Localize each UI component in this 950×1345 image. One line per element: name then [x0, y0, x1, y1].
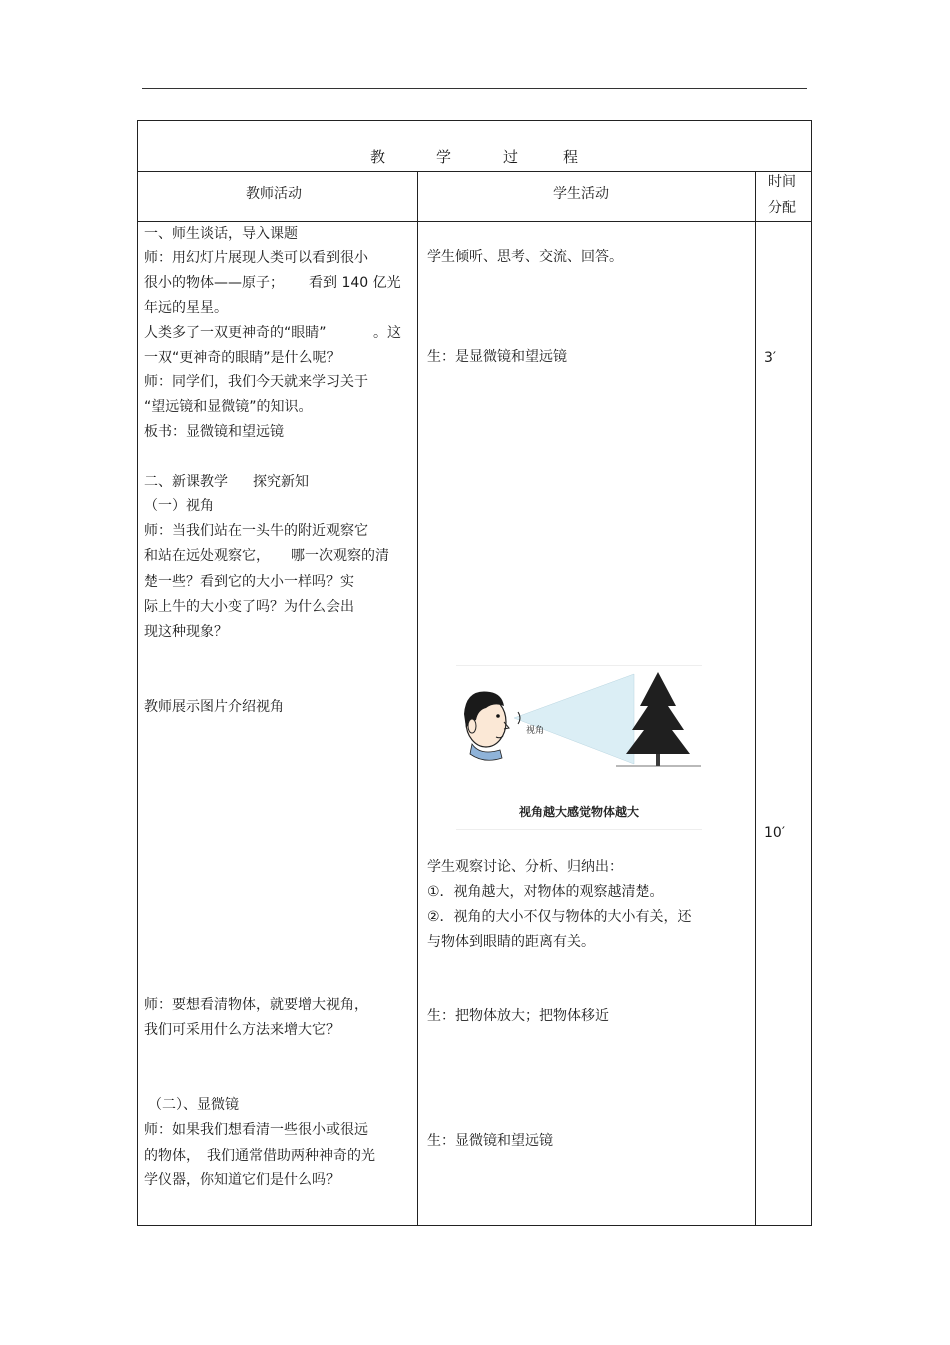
student-line: ②．视角的大小不仅与物体的大小有关，还 [427, 909, 692, 925]
section-title-char-3: 过 [503, 148, 519, 166]
teacher-line: （一）视角 [144, 498, 214, 514]
figure-angle-label: 视角 [526, 726, 545, 736]
column-divider-1 [417, 171, 418, 1226]
visual-angle-figure [456, 665, 702, 830]
teacher-line: “望远镜和显微镜”的知识。 [144, 399, 313, 415]
teacher-line: 探究新知 [253, 474, 309, 490]
teacher-line: 师：同学们，我们今天就来学习关于 [144, 374, 368, 390]
teacher-line: 人类多了一双更神奇的“眼睛” [144, 325, 327, 341]
student-line: 生：把物体放大；把物体移近 [427, 1008, 609, 1024]
teacher-line: 年远的星星。 [144, 300, 228, 316]
figure-caption: 视角越大感觉物体越大 [518, 805, 640, 819]
teacher-line: 楚一些？看到它的大小一样吗？实 [144, 574, 354, 590]
teacher-line: （二）、显微镜 [148, 1097, 239, 1113]
section-title-char-1: 教 [370, 148, 386, 166]
teacher-line: 看到 140 亿光 [309, 275, 401, 291]
title-row-divider [137, 171, 812, 172]
teacher-line: 师：当我们站在一头牛的附近观察它 [144, 523, 368, 539]
teacher-line: 和站在远处观察它， [144, 548, 270, 564]
teacher-line: 二、新课教学 [144, 474, 228, 490]
teacher-line: 学仪器，你知道它们是什么吗？ [144, 1172, 340, 1188]
teacher-line: 一、师生谈话，导入课题 [144, 226, 298, 242]
student-line: ①．视角越大，对物体的观察越清楚。 [427, 884, 664, 900]
student-line: 学生观察讨论、分析、归纳出： [427, 859, 623, 875]
teacher-line: 哪一次观察的清 [291, 548, 389, 564]
time-value: 3′ [764, 350, 777, 366]
section-title-char-4: 程 [563, 148, 579, 166]
header-time-line2: 分配 [768, 200, 796, 216]
teacher-line: 板书：显微镜和望远镜 [144, 424, 284, 440]
teacher-line: 。这 [373, 325, 401, 341]
teacher-line: 我们通常借助两种神奇的光 [207, 1148, 375, 1164]
teacher-line: 一双“更神奇的眼睛”是什么呢？ [144, 350, 341, 366]
teacher-line: 师：用幻灯片展现人类可以看到很小 [144, 250, 368, 266]
header-row-divider [137, 221, 812, 222]
student-line: 学生倾听、思考、交流、回答。 [427, 249, 623, 265]
header-teacher-activity: 教师活动 [246, 186, 302, 202]
header-student-activity: 学生活动 [553, 186, 609, 202]
header-time-line1: 时间 [768, 174, 796, 190]
section-title-char-2: 学 [436, 148, 452, 166]
teacher-line: 际上牛的大小变了吗？为什么会出 [144, 599, 354, 615]
teacher-line: 我们可采用什么方法来增大它？ [144, 1022, 340, 1038]
teacher-line: 师：要想看清物体，就要增大视角， [144, 997, 368, 1013]
teacher-line: 教师展示图片介绍视角 [144, 699, 284, 715]
header-rule [142, 88, 807, 89]
time-value: 10′ [764, 825, 785, 841]
teacher-line: 师：如果我们想看清一些很小或很远 [144, 1122, 368, 1138]
teacher-line: 的物体， [144, 1148, 200, 1164]
column-divider-2 [755, 171, 756, 1226]
teacher-line: 现这种现象？ [144, 624, 228, 640]
student-line: 生：显微镜和望远镜 [427, 1133, 553, 1149]
student-line: 与物体到眼睛的距离有关。 [427, 934, 595, 950]
student-line: 生：是显微镜和望远镜 [427, 349, 567, 365]
teacher-line: 很小的物体——原子； [144, 275, 284, 291]
